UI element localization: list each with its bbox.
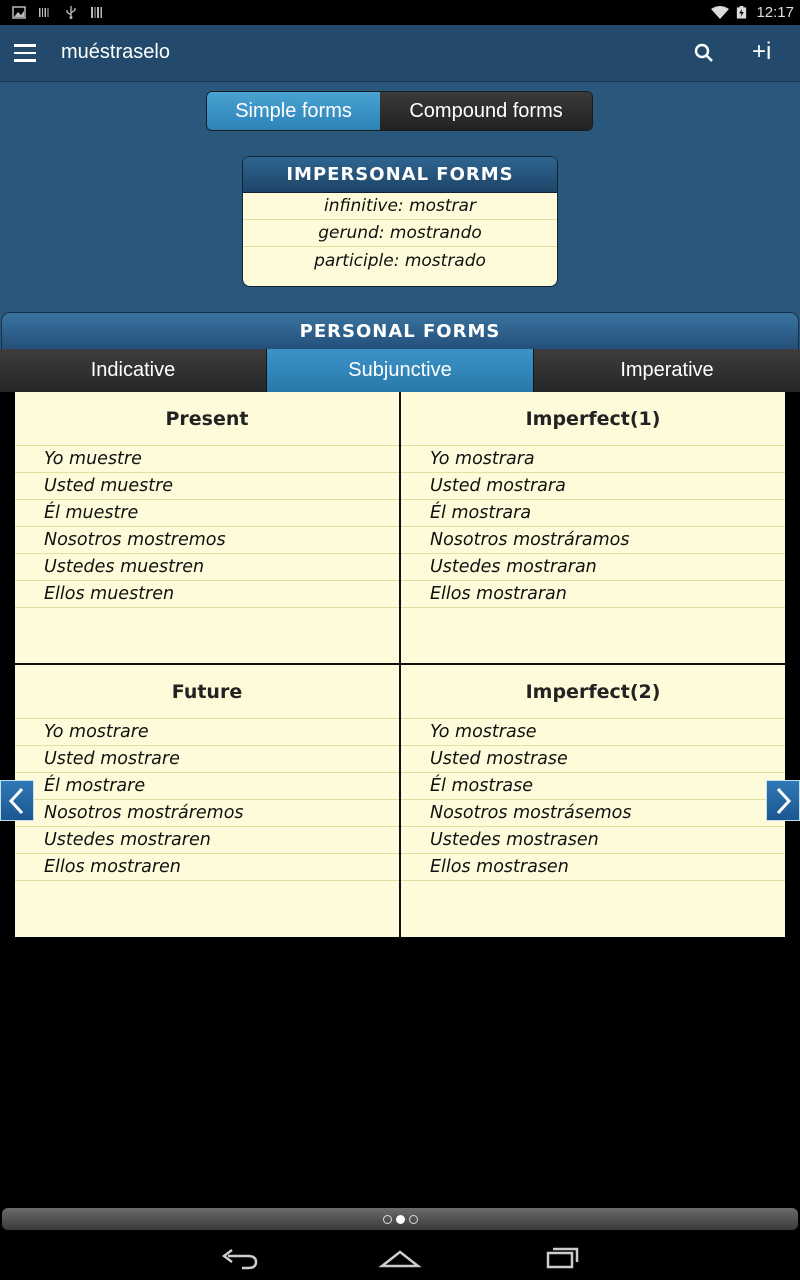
impersonal-forms-header: IMPERSONAL FORMS: [243, 157, 557, 193]
tab-imperative[interactable]: Imperative: [534, 349, 800, 392]
battery-icon: [736, 6, 747, 19]
conjugation-row: Nosotros mostráramos: [401, 527, 785, 554]
conjugation-row: Ustedes mostraren: [15, 827, 399, 854]
conjugation-row: Ustedes muestren: [15, 554, 399, 581]
compound-forms-button[interactable]: Compound forms: [380, 92, 592, 130]
tense-title: Imperfect(1): [401, 392, 785, 446]
tab-indicative[interactable]: Indicative: [0, 349, 267, 392]
action-bar: [0, 25, 800, 82]
impersonal-forms-card: [242, 156, 558, 287]
usb-icon: [64, 6, 78, 19]
add-info-button[interactable]: +i: [752, 38, 772, 65]
search-icon[interactable]: [692, 41, 716, 65]
chevron-right-icon: [773, 786, 793, 816]
conjugation-row: Yo mostrara: [401, 446, 785, 473]
conjugation-row: Yo mostrare: [15, 719, 399, 746]
conjugation-row: Ellos mostrasen: [401, 854, 785, 881]
status-bar: [0, 0, 800, 25]
tense-grid: [15, 392, 785, 937]
app-title: muéstraselo: [61, 41, 170, 63]
barcode-notification-icon-2: [90, 6, 104, 19]
tense-title: Future: [15, 665, 399, 719]
tense-card-imperfect-2: [401, 665, 785, 937]
participle-row: participle: mostrado: [314, 250, 486, 271]
home-icon[interactable]: [378, 1240, 422, 1272]
conjugation-row: Yo muestre: [15, 446, 399, 473]
barcode-notification-icon: [38, 6, 50, 19]
conjugation-row: Nosotros mostráremos: [15, 800, 399, 827]
conjugation-row: Ustedes mostrasen: [401, 827, 785, 854]
conjugation-row: Usted mostrase: [401, 746, 785, 773]
wifi-icon: [711, 6, 729, 19]
conjugation-row: Él mostrara: [401, 500, 785, 527]
tense-card-imperfect-1: [401, 392, 785, 664]
system-nav-bar: [0, 1232, 800, 1280]
tense-card-present: [15, 392, 399, 664]
conjugation-row: Él mostrare: [15, 773, 399, 800]
menu-icon[interactable]: [14, 44, 36, 62]
page-dot[interactable]: [409, 1215, 418, 1224]
page-indicator: [2, 1208, 798, 1230]
back-icon[interactable]: [218, 1240, 262, 1272]
grid-divider-horizontal: [15, 663, 785, 665]
recent-apps-icon[interactable]: [540, 1240, 584, 1272]
conjugation-row: Ellos mostraran: [401, 581, 785, 608]
mood-tabs: [0, 349, 800, 392]
conjugation-row: Ellos muestren: [15, 581, 399, 608]
next-page-button[interactable]: [766, 780, 800, 821]
conjugation-row: Usted muestre: [15, 473, 399, 500]
conjugation-row: Nosotros mostrásemos: [401, 800, 785, 827]
gerund-row: gerund: mostrando: [243, 220, 557, 247]
page-dot[interactable]: [383, 1215, 392, 1224]
conjugation-row: Yo mostrase: [401, 719, 785, 746]
main-panel: [0, 82, 800, 392]
infinitive-row: infinitive: mostrar: [243, 193, 557, 220]
personal-forms-header: PERSONAL FORMS: [1, 312, 799, 350]
conjugation-row: Usted mostrara: [401, 473, 785, 500]
conjugation-row: Usted mostrare: [15, 746, 399, 773]
picture-notification-icon: [12, 6, 26, 19]
conjugation-row: Él mostrase: [401, 773, 785, 800]
tense-card-future: [15, 665, 399, 937]
previous-page-button[interactable]: [0, 780, 34, 821]
forms-toggle: [206, 91, 593, 131]
conjugation-row: Nosotros mostremos: [15, 527, 399, 554]
conjugation-row: Él muestre: [15, 500, 399, 527]
tense-title: Present: [15, 392, 399, 446]
tab-subjunctive[interactable]: Subjunctive: [267, 349, 534, 392]
status-time: 12:17: [756, 4, 794, 21]
tense-title: Imperfect(2): [401, 665, 785, 719]
chevron-left-icon: [7, 786, 27, 816]
conjugation-row: Ustedes mostraran: [401, 554, 785, 581]
conjugation-row: Ellos mostraren: [15, 854, 399, 881]
page-dot-active[interactable]: [396, 1215, 405, 1224]
simple-forms-button[interactable]: Simple forms: [207, 92, 380, 130]
